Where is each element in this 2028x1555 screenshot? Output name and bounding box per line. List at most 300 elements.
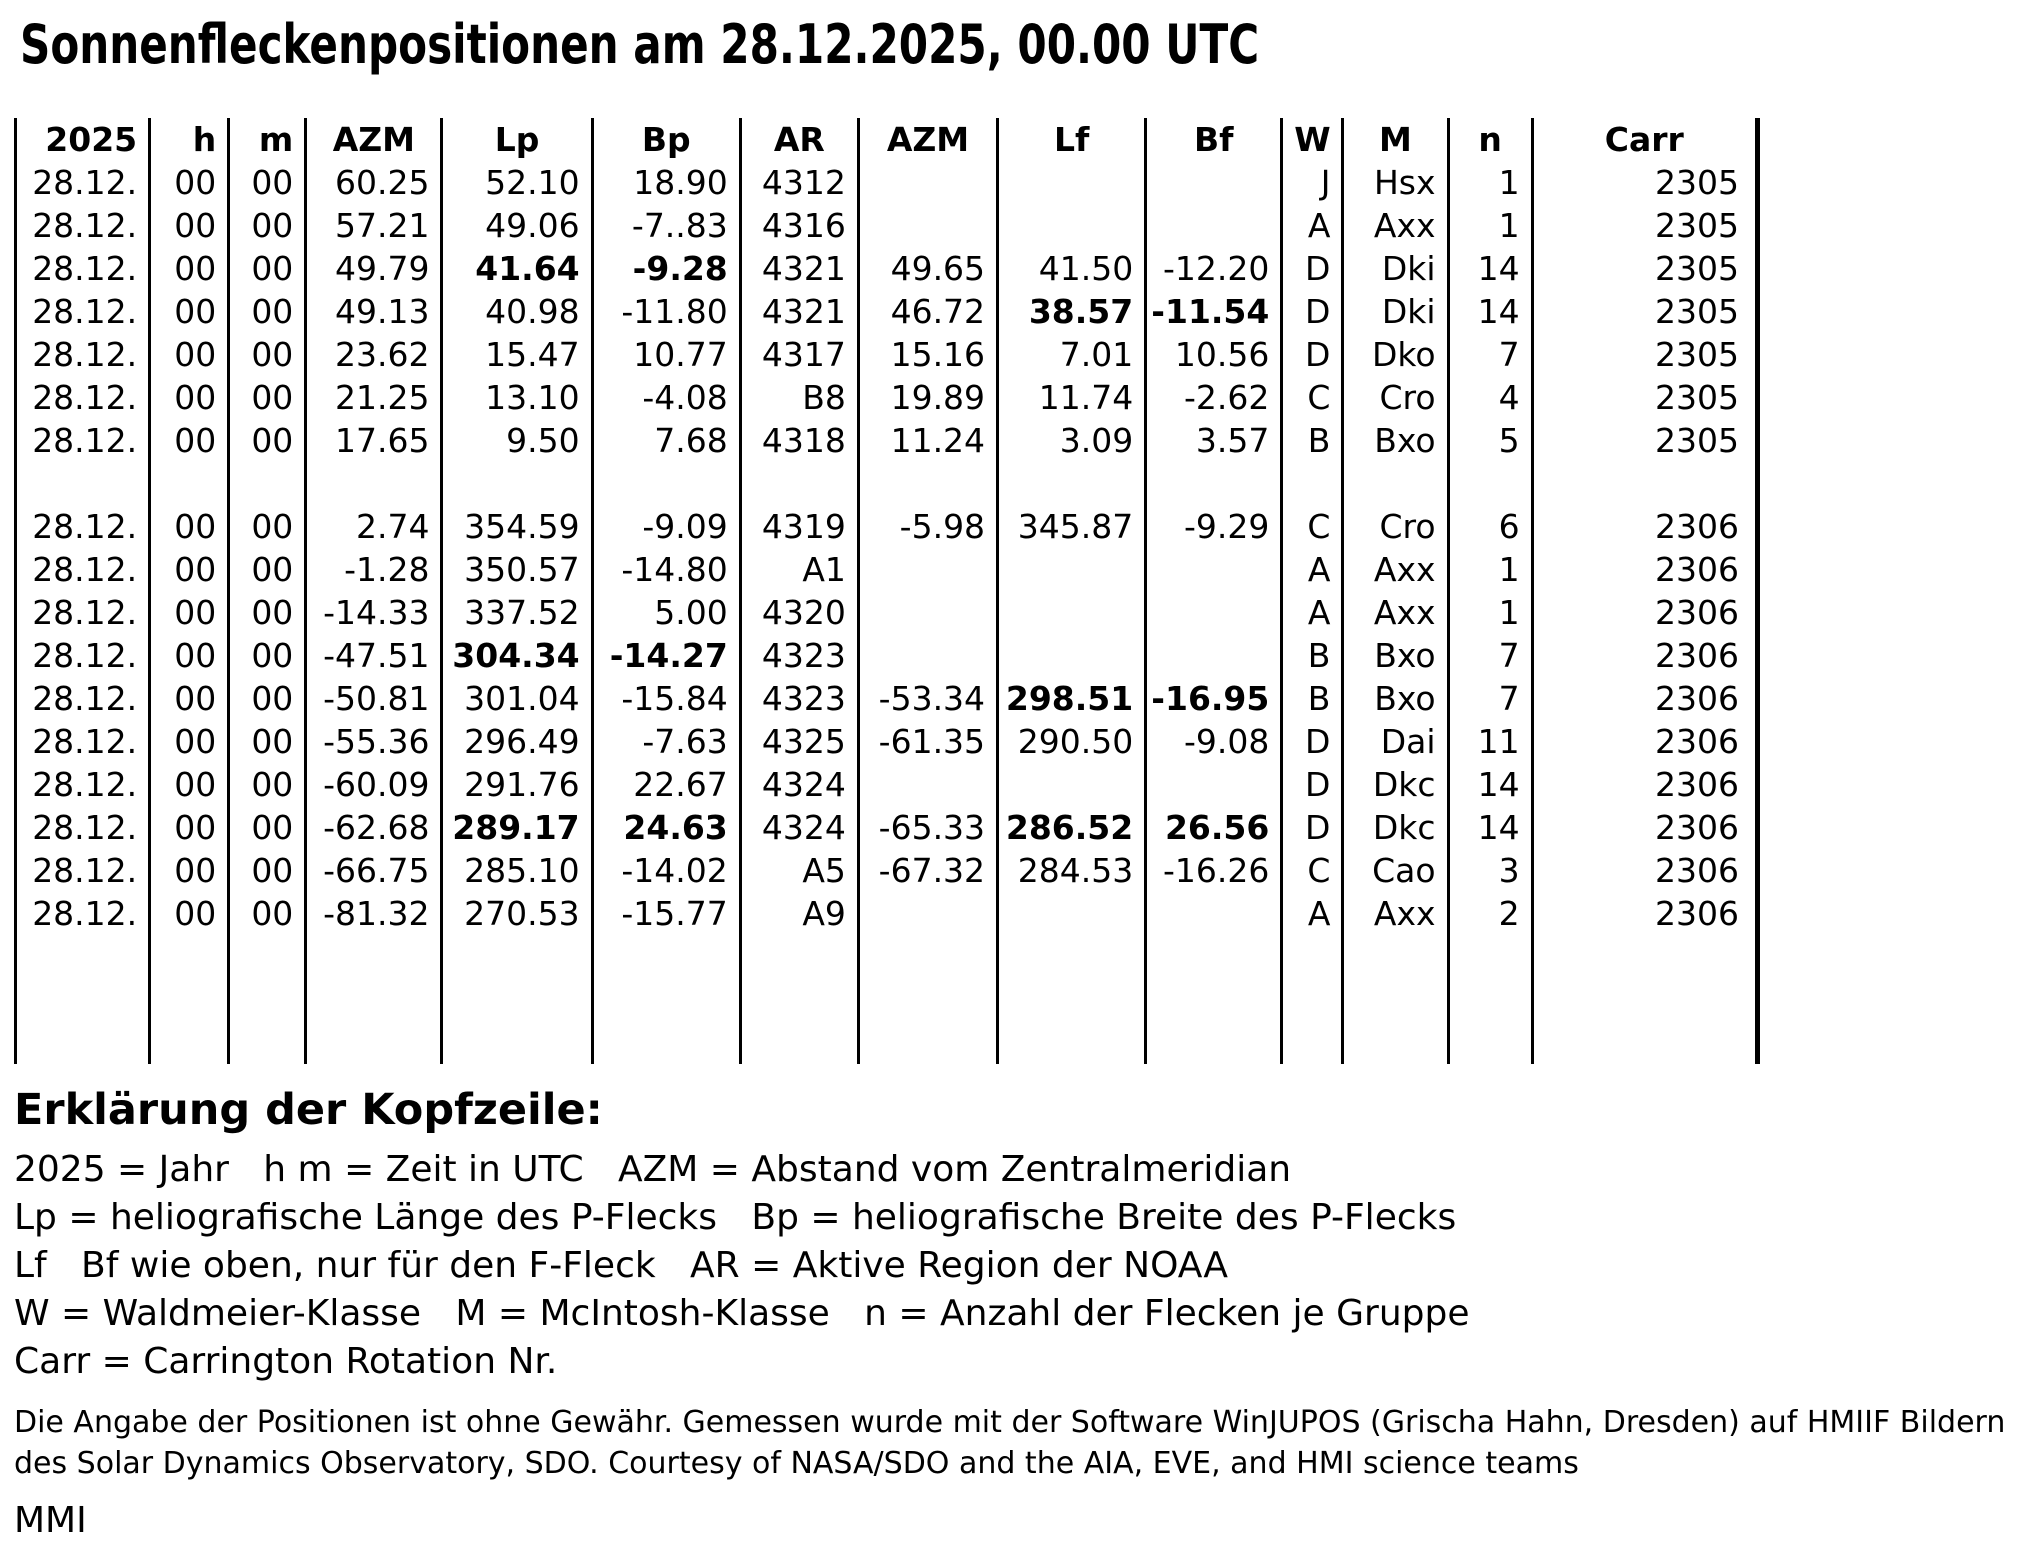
- table-cell: 17.65: [307, 419, 443, 462]
- table-cell: 301.04: [443, 677, 593, 720]
- table-cell: 4325: [742, 720, 860, 763]
- blank-cell: [1534, 935, 1760, 978]
- table-cell: 28.12.: [14, 634, 151, 677]
- table-cell: 00: [230, 419, 307, 462]
- table-cell: 41.50: [999, 247, 1147, 290]
- table-cell: 00: [151, 806, 230, 849]
- table-cell: 14: [1450, 763, 1534, 806]
- table-cell: 21.25: [307, 376, 443, 419]
- table-cell: A5: [742, 849, 860, 892]
- table-cell: -9.29: [1147, 505, 1283, 548]
- table-cell: [1147, 634, 1283, 677]
- blank-cell: [151, 978, 230, 1021]
- table-cell: 00: [151, 247, 230, 290]
- table-cell: 28.12.: [14, 290, 151, 333]
- table-cell: [999, 161, 1147, 204]
- table-cell: D: [1283, 333, 1344, 376]
- table-row: [14, 161, 1760, 204]
- blank-cell: [1450, 935, 1534, 978]
- blank-cell: [1450, 978, 1534, 1021]
- disclaimer-block: [14, 1402, 2028, 1484]
- table-cell: -81.32: [307, 892, 443, 935]
- table-cell: -5.98: [860, 505, 999, 548]
- table-cell: 284.53: [999, 849, 1147, 892]
- table-cell: -14.27: [594, 634, 742, 677]
- blank-cell: [1534, 1021, 1760, 1064]
- table-cell: -9.09: [594, 505, 742, 548]
- table-cell: 2306: [1534, 591, 1760, 634]
- table-cell: 2306: [1534, 806, 1760, 849]
- blank-cell: [1147, 1021, 1283, 1064]
- blank-cell: [443, 1021, 593, 1064]
- blank-cell: [860, 462, 999, 505]
- table-cell: 28.12.: [14, 161, 151, 204]
- column-header: AZM: [307, 118, 443, 161]
- table-row: [14, 333, 1760, 376]
- table-cell: 10.77: [594, 333, 742, 376]
- table-cell: 24.63: [594, 806, 742, 849]
- table-cell: 00: [151, 204, 230, 247]
- table-cell: 354.59: [443, 505, 593, 548]
- table-cell: 00: [230, 204, 307, 247]
- table-cell: 3.09: [999, 419, 1147, 462]
- blank-cell: [1344, 462, 1449, 505]
- table-cell: 00: [230, 591, 307, 634]
- table-cell: Cro: [1344, 376, 1449, 419]
- table-cell: 4324: [742, 763, 860, 806]
- blank-cell: [443, 935, 593, 978]
- table-cell: 7: [1450, 634, 1534, 677]
- table-cell: -14.33: [307, 591, 443, 634]
- table-cell: -11.80: [594, 290, 742, 333]
- table-row: [14, 204, 1760, 247]
- table-cell: Dki: [1344, 247, 1449, 290]
- table-cell: 2306: [1534, 763, 1760, 806]
- table-cell: 28.12.: [14, 591, 151, 634]
- table-cell: B8: [742, 376, 860, 419]
- table-cell: 00: [151, 892, 230, 935]
- table-cell: 00: [230, 677, 307, 720]
- table-cell: 00: [230, 763, 307, 806]
- blank-cell: [999, 978, 1147, 1021]
- table-cell: 9.50: [443, 419, 593, 462]
- blank-row: [14, 935, 1760, 978]
- table-cell: 350.57: [443, 548, 593, 591]
- table-cell: -65.33: [860, 806, 999, 849]
- table-cell: D: [1283, 763, 1344, 806]
- table-cell: Axx: [1344, 591, 1449, 634]
- table-cell: D: [1283, 290, 1344, 333]
- table-row: [14, 763, 1760, 806]
- blank-cell: [151, 462, 230, 505]
- table-cell: Dki: [1344, 290, 1449, 333]
- table-cell: 26.56: [1147, 806, 1283, 849]
- table-cell: Cro: [1344, 505, 1449, 548]
- table-cell: 2305: [1534, 376, 1760, 419]
- table-cell: 41.64: [443, 247, 593, 290]
- table-cell: 00: [230, 333, 307, 376]
- column-header: 2025: [14, 118, 151, 161]
- column-header: AZM: [860, 118, 999, 161]
- table-cell: Dko: [1344, 333, 1449, 376]
- table-cell: 1: [1450, 161, 1534, 204]
- blank-cell: [594, 935, 742, 978]
- table-cell: [999, 634, 1147, 677]
- blank-cell: [860, 1021, 999, 1064]
- explanation-line: Carr = Carrington Rotation Nr.: [14, 1341, 558, 1382]
- table-cell: C: [1283, 505, 1344, 548]
- table-cell: 18.90: [594, 161, 742, 204]
- column-header: Lp: [443, 118, 593, 161]
- table-cell: 38.57: [999, 290, 1147, 333]
- table-cell: B: [1283, 634, 1344, 677]
- table-cell: 00: [151, 591, 230, 634]
- blank-cell: [1283, 978, 1344, 1021]
- table-cell: [860, 763, 999, 806]
- column-header: n: [1450, 118, 1534, 161]
- table-row: [14, 591, 1760, 634]
- table-cell: 1: [1450, 204, 1534, 247]
- blank-cell: [860, 978, 999, 1021]
- table-cell: 14: [1450, 290, 1534, 333]
- table-row: [14, 419, 1760, 462]
- table-cell: 345.87: [999, 505, 1147, 548]
- table-cell: 28.12.: [14, 333, 151, 376]
- column-header: m: [230, 118, 307, 161]
- table-row: [14, 376, 1760, 419]
- table-cell: 4316: [742, 204, 860, 247]
- column-header: M: [1344, 118, 1449, 161]
- table-cell: 28.12.: [14, 892, 151, 935]
- table-cell: 2306: [1534, 892, 1760, 935]
- table-cell: 23.62: [307, 333, 443, 376]
- table-cell: [999, 892, 1147, 935]
- table-cell: 00: [151, 634, 230, 677]
- table-cell: 00: [151, 161, 230, 204]
- blank-cell: [151, 1021, 230, 1064]
- blank-cell: [999, 935, 1147, 978]
- table-cell: D: [1283, 720, 1344, 763]
- table-cell: 49.65: [860, 247, 999, 290]
- table-cell: 49.79: [307, 247, 443, 290]
- table-cell: [999, 548, 1147, 591]
- table-cell: 11: [1450, 720, 1534, 763]
- table-cell: 00: [230, 290, 307, 333]
- table-cell: 22.67: [594, 763, 742, 806]
- table-cell: 4321: [742, 247, 860, 290]
- table-cell: C: [1283, 376, 1344, 419]
- column-header: AR: [742, 118, 860, 161]
- table-cell: 28.12.: [14, 806, 151, 849]
- blank-cell: [1534, 462, 1760, 505]
- table-cell: 4321: [742, 290, 860, 333]
- explanation-block: [14, 1146, 2028, 1386]
- table-cell: 00: [151, 333, 230, 376]
- table-cell: [860, 591, 999, 634]
- table-cell: Cao: [1344, 849, 1449, 892]
- blank-cell: [594, 1021, 742, 1064]
- blank-cell: [1147, 462, 1283, 505]
- sunspot-table: [14, 118, 1760, 1064]
- table-cell: 2305: [1534, 290, 1760, 333]
- column-header: Bf: [1147, 118, 1283, 161]
- table-cell: 6: [1450, 505, 1534, 548]
- table-row: [14, 677, 1760, 720]
- table-cell: A: [1283, 548, 1344, 591]
- disclaimer-line: des Solar Dynamics Observatory, SDO. Courtesy of NASA/SDO and the AIA, EVE, and HMI science teams: [14, 1446, 1579, 1481]
- table-cell: 00: [151, 376, 230, 419]
- table-cell: 00: [230, 247, 307, 290]
- table-cell: 00: [151, 419, 230, 462]
- table-cell: [1147, 161, 1283, 204]
- table-cell: 28.12.: [14, 849, 151, 892]
- table-cell: 00: [151, 505, 230, 548]
- column-header: Carr: [1534, 118, 1760, 161]
- table-cell: Bxo: [1344, 419, 1449, 462]
- table-cell: 1: [1450, 591, 1534, 634]
- table-cell: [1147, 591, 1283, 634]
- blank-cell: [1147, 935, 1283, 978]
- table-cell: 5.00: [594, 591, 742, 634]
- table-cell: 298.51: [999, 677, 1147, 720]
- table-cell: 00: [230, 634, 307, 677]
- table-cell: A: [1283, 204, 1344, 247]
- table-cell: -62.68: [307, 806, 443, 849]
- table-cell: -50.81: [307, 677, 443, 720]
- table-cell: 4317: [742, 333, 860, 376]
- table-cell: -2.62: [1147, 376, 1283, 419]
- blank-cell: [307, 935, 443, 978]
- table-cell: 270.53: [443, 892, 593, 935]
- blank-cell: [307, 1021, 443, 1064]
- table-cell: 28.12.: [14, 419, 151, 462]
- table-cell: Axx: [1344, 892, 1449, 935]
- table-cell: 00: [230, 548, 307, 591]
- blank-cell: [14, 1021, 151, 1064]
- table-cell: A: [1283, 892, 1344, 935]
- table-cell: [860, 892, 999, 935]
- table-cell: A9: [742, 892, 860, 935]
- table-cell: 2305: [1534, 247, 1760, 290]
- table-cell: -16.26: [1147, 849, 1283, 892]
- table-cell: Bxo: [1344, 634, 1449, 677]
- table-cell: -12.20: [1147, 247, 1283, 290]
- table-cell: -60.09: [307, 763, 443, 806]
- blank-cell: [742, 978, 860, 1021]
- table-cell: Dkc: [1344, 806, 1449, 849]
- blank-cell: [594, 462, 742, 505]
- table-cell: -15.77: [594, 892, 742, 935]
- table-cell: 28.12.: [14, 376, 151, 419]
- table-cell: 00: [230, 849, 307, 892]
- table-cell: D: [1283, 806, 1344, 849]
- table-cell: 52.10: [443, 161, 593, 204]
- table-cell: -55.36: [307, 720, 443, 763]
- blank-row: [14, 978, 1760, 1021]
- table-cell: D: [1283, 247, 1344, 290]
- table-cell: -15.84: [594, 677, 742, 720]
- table-cell: 337.52: [443, 591, 593, 634]
- table-cell: 7.01: [999, 333, 1147, 376]
- blank-cell: [14, 978, 151, 1021]
- blank-cell: [1450, 1021, 1534, 1064]
- table-cell: 28.12.: [14, 548, 151, 591]
- table-cell: 28.12.: [14, 505, 151, 548]
- table-cell: 2: [1450, 892, 1534, 935]
- blank-cell: [1344, 935, 1449, 978]
- table-cell: 28.12.: [14, 763, 151, 806]
- blank-cell: [1534, 978, 1760, 1021]
- table-cell: 286.52: [999, 806, 1147, 849]
- explanation-line: 2025 = Jahr h m = Zeit in UTC AZM = Abstand vom Zentralmeridian: [14, 1149, 1292, 1190]
- table-cell: A: [1283, 591, 1344, 634]
- table-row: [14, 720, 1760, 763]
- table-cell: 14: [1450, 247, 1534, 290]
- table-cell: 289.17: [443, 806, 593, 849]
- table-cell: 290.50: [999, 720, 1147, 763]
- signature: MMI: [14, 1500, 87, 1541]
- table-cell: 14: [1450, 806, 1534, 849]
- table-cell: Dai: [1344, 720, 1449, 763]
- table-cell: 00: [151, 677, 230, 720]
- blank-cell: [14, 462, 151, 505]
- table-cell: [1147, 892, 1283, 935]
- blank-cell: [1283, 1021, 1344, 1064]
- table-header-row: [14, 118, 1760, 161]
- table-cell: 28.12.: [14, 720, 151, 763]
- blank-cell: [443, 978, 593, 1021]
- table-cell: 5: [1450, 419, 1534, 462]
- explanation-line: Lp = heliografische Länge des P-Flecks Bp = heliografische Breite des P-Flecks: [14, 1197, 1457, 1238]
- table-cell: 11.74: [999, 376, 1147, 419]
- table-cell: 285.10: [443, 849, 593, 892]
- table-cell: 00: [230, 892, 307, 935]
- table-row: [14, 548, 1760, 591]
- table-cell: A1: [742, 548, 860, 591]
- table-cell: 2305: [1534, 161, 1760, 204]
- table-cell: 49.13: [307, 290, 443, 333]
- column-header: W: [1283, 118, 1344, 161]
- table-cell: -1.28: [307, 548, 443, 591]
- table-cell: -9.08: [1147, 720, 1283, 763]
- table-row: [14, 634, 1760, 677]
- table-cell: 00: [230, 376, 307, 419]
- table-cell: 40.98: [443, 290, 593, 333]
- table-cell: 7: [1450, 333, 1534, 376]
- blank-cell: [742, 1021, 860, 1064]
- table-cell: 2305: [1534, 204, 1760, 247]
- table-row: [14, 849, 1760, 892]
- blank-cell: [860, 935, 999, 978]
- table-row: [14, 892, 1760, 935]
- table-cell: -7.63: [594, 720, 742, 763]
- table-cell: Axx: [1344, 548, 1449, 591]
- table-cell: 4: [1450, 376, 1534, 419]
- table-body: [14, 161, 1760, 1064]
- disclaimer-line: Die Angabe der Positionen ist ohne Gewähr. Gemessen wurde mit der Software WinJUPOS (Grischa Hahn, Dresden) auf HMIIF Bildern: [14, 1405, 2006, 1440]
- table-cell: 46.72: [860, 290, 999, 333]
- blank-cell: [1147, 978, 1283, 1021]
- table-cell: 28.12.: [14, 247, 151, 290]
- table-cell: [860, 548, 999, 591]
- table-cell: 10.56: [1147, 333, 1283, 376]
- blank-cell: [742, 462, 860, 505]
- blank-row: [14, 462, 1760, 505]
- table-cell: -9.28: [594, 247, 742, 290]
- table-cell: 00: [230, 161, 307, 204]
- table-cell: 11.24: [860, 419, 999, 462]
- table-cell: 296.49: [443, 720, 593, 763]
- table-cell: -61.35: [860, 720, 999, 763]
- table-cell: -67.32: [860, 849, 999, 892]
- table-cell: 00: [151, 548, 230, 591]
- table-cell: 291.76: [443, 763, 593, 806]
- blank-cell: [230, 978, 307, 1021]
- table-cell: 1: [1450, 548, 1534, 591]
- table-cell: 4318: [742, 419, 860, 462]
- table-cell: -53.34: [860, 677, 999, 720]
- table-row: [14, 806, 1760, 849]
- table-cell: 2306: [1534, 677, 1760, 720]
- table-cell: B: [1283, 419, 1344, 462]
- table-cell: 15.16: [860, 333, 999, 376]
- column-header: Lf: [999, 118, 1147, 161]
- table-cell: 2306: [1534, 849, 1760, 892]
- blank-cell: [594, 978, 742, 1021]
- table-cell: 4323: [742, 634, 860, 677]
- table-cell: 2306: [1534, 548, 1760, 591]
- table-cell: [1147, 548, 1283, 591]
- table-cell: [860, 204, 999, 247]
- blank-cell: [1283, 935, 1344, 978]
- blank-cell: [1450, 462, 1534, 505]
- column-header: h: [151, 118, 230, 161]
- table-cell: -16.95: [1147, 677, 1283, 720]
- table-cell: 4323: [742, 677, 860, 720]
- blank-cell: [151, 935, 230, 978]
- blank-cell: [230, 1021, 307, 1064]
- blank-cell: [230, 462, 307, 505]
- table-cell: -66.75: [307, 849, 443, 892]
- table-cell: 00: [151, 849, 230, 892]
- table-cell: B: [1283, 677, 1344, 720]
- table-cell: J: [1283, 161, 1344, 204]
- blank-cell: [443, 462, 593, 505]
- blank-cell: [14, 935, 151, 978]
- table-cell: 49.06: [443, 204, 593, 247]
- table-cell: 4320: [742, 591, 860, 634]
- table-cell: Hsx: [1344, 161, 1449, 204]
- table-cell: -4.08: [594, 376, 742, 419]
- table-cell: 28.12.: [14, 677, 151, 720]
- table-cell: 19.89: [860, 376, 999, 419]
- table-cell: [860, 161, 999, 204]
- table-cell: [999, 763, 1147, 806]
- blank-cell: [1283, 462, 1344, 505]
- blank-cell: [1344, 978, 1449, 1021]
- table-cell: [1147, 204, 1283, 247]
- table-cell: 2305: [1534, 419, 1760, 462]
- table-row: [14, 247, 1760, 290]
- table-cell: [999, 591, 1147, 634]
- table-cell: 00: [230, 505, 307, 548]
- explanation-line: Lf Bf wie oben, nur für den F-Fleck AR = Aktive Region der NOAA: [14, 1245, 1229, 1286]
- table-cell: 00: [151, 720, 230, 763]
- table-cell: -14.80: [594, 548, 742, 591]
- table-cell: 7: [1450, 677, 1534, 720]
- blank-row: [14, 1021, 1760, 1064]
- table-cell: 2306: [1534, 720, 1760, 763]
